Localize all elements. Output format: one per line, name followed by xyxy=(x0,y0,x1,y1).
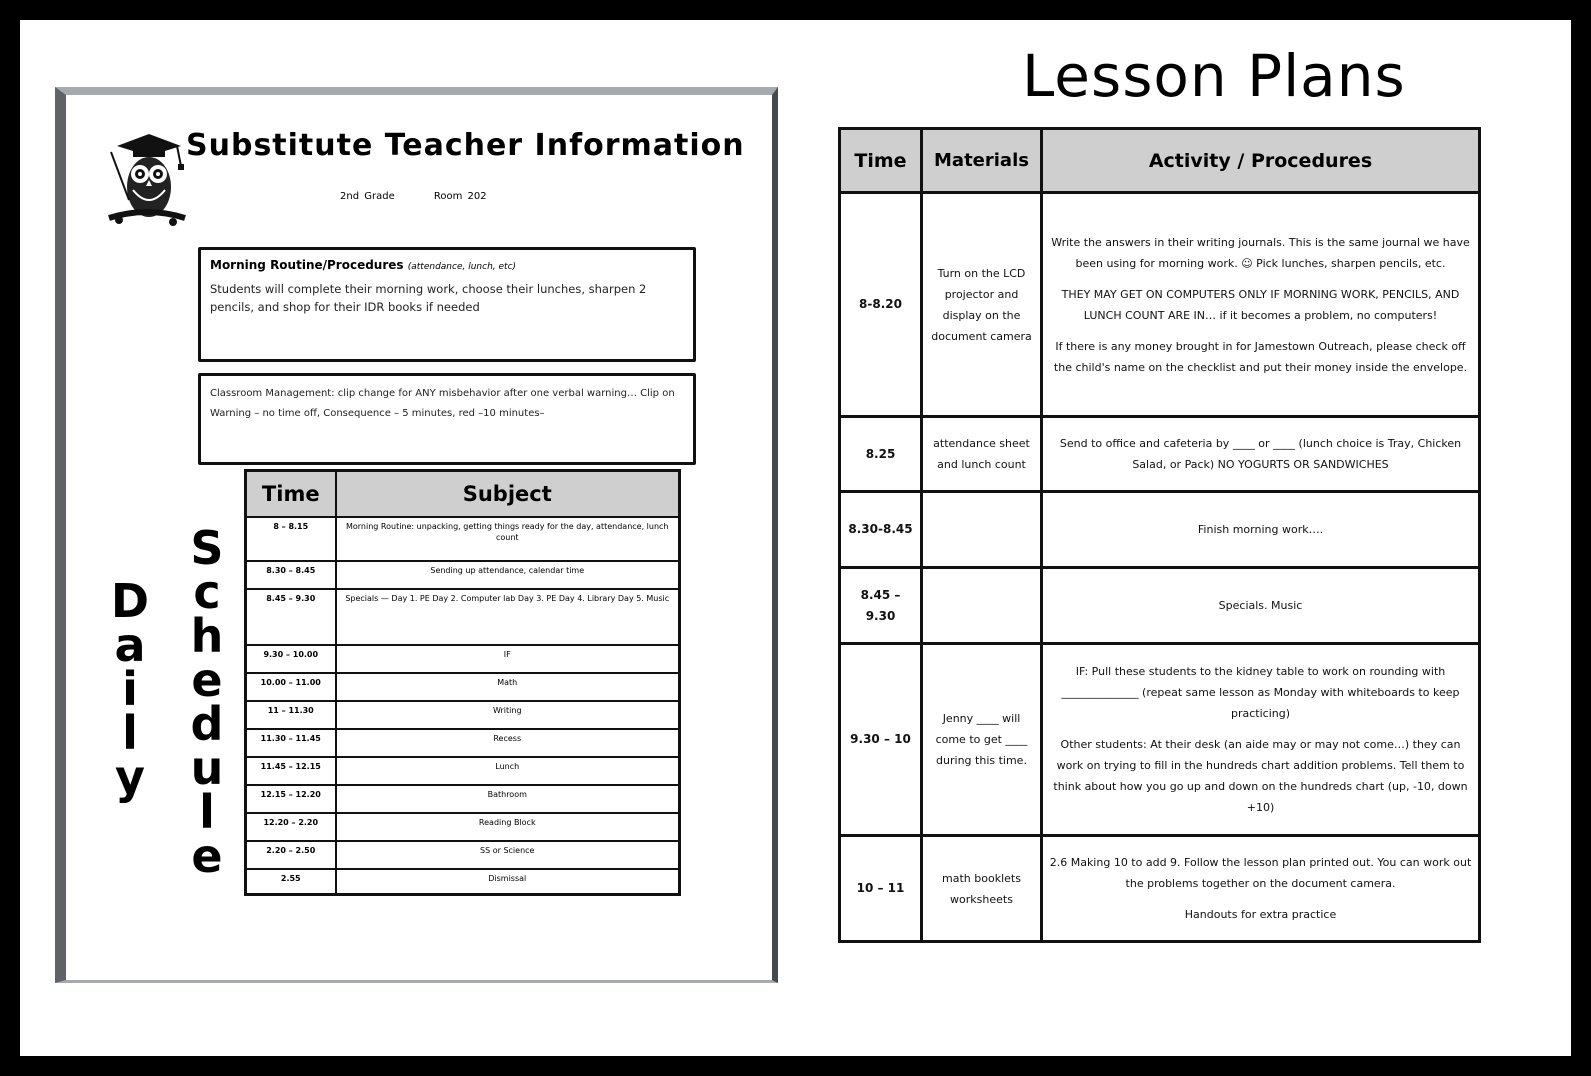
grade-label: 2nd Grade xyxy=(340,191,395,202)
daily-schedule-table xyxy=(244,469,681,896)
morning-routine-heading: Morning Routine/Procedures (attendance, lunch, etc) xyxy=(210,258,517,272)
morning-routine-box xyxy=(198,247,696,362)
table-row: 10 – 11 math booklets worksheets 2.6 Making 10 to add 9. Follow the lesson plan printed out. You can work out the problems together on the document camera. Handouts for extra practice xyxy=(840,836,1480,942)
table-row: 8.30-8.45 Finish morning work…. xyxy=(840,492,1480,568)
table-row: 10.00 – 11.00 Math xyxy=(246,673,680,701)
lesson-header-materials: Materials xyxy=(922,129,1042,193)
table-row: 9.30 – 10 Jenny ____ will come to get ____ during this time. IF: Pull these students to the kidney table to work on rounding with ______________ (repeat same lesson as Monday with whiteboards to keep practicing) Other students: At their desk (an aide may or may not come…) they can work on trying to fill in the hundreds chart addition problems. Tell them to think about how you go up and down on the hundreds chart (up, -10, down +10) xyxy=(840,644,1480,836)
room-label: Room 202 xyxy=(433,191,487,202)
lesson-plans-title: Lesson Plans xyxy=(1022,42,1406,110)
owl-graduate-icon xyxy=(107,132,187,227)
classroom-management-box xyxy=(198,373,696,465)
table-row: 12.20 – 2.20 Reading Block xyxy=(246,813,680,841)
lesson-header-activity: Activity / Procedures xyxy=(1042,129,1480,193)
table-row: 8.30 – 8.45 Sending up attendance, calendar time xyxy=(246,561,680,589)
table-row: 11.45 – 12.15 Lunch xyxy=(246,757,680,785)
table-row: 2.20 – 2.50 SS or Science xyxy=(246,841,680,869)
schedule-header-row xyxy=(246,471,680,517)
table-row: 9.30 – 10.00 IF xyxy=(246,645,680,673)
table-row: 8.45 – 9.30 Specials — Day 1. PE Day 2. Computer lab Day 3. PE Day 4. Library Day 5. Music xyxy=(246,589,680,645)
vertical-label-schedule: S c h e d u l e xyxy=(190,521,224,883)
schedule-header-subject: Subject xyxy=(336,471,680,517)
table-row: 8-8.20 Turn on the LCD projector and display on the document camera Write the answers in their writing journals. This is the same journal we have been using for morning work. ☺ Pick lunches, sharpen pencils, etc. THEY MAY GET ON COMPUTERS ONLY IF MORNING WORK, PENCILS, AND LUNCH COUNT ARE IN… if it becomes a problem, no computers! If there is any money brought in for Jamestown Outreach, please check off the child's name on the checklist and put their money inside the envelope. xyxy=(840,193,1480,417)
document-title: Substitute Teacher Information xyxy=(186,128,745,163)
classroom-management-body: Classroom Management: clip change for ANY misbehavior after one verbal warning… Clip on Warning – no time off, Consequence – 5 minutes, red –10 minutes– xyxy=(210,388,675,419)
lesson-header-time: Time xyxy=(840,129,922,193)
table-row: 11.30 – 11.45 Recess xyxy=(246,729,680,757)
table-row: 8 – 8.15 Morning Routine: unpacking, getting things ready for the day, attendance, lunch count xyxy=(246,517,680,561)
vertical-label-daily: D a i l y xyxy=(110,574,150,804)
morning-routine-body: Students will complete their morning work, choose their lunches, sharpen 2 pencils, and shop for their IDR books if needed xyxy=(210,282,647,314)
table-row: 8.45 – 9.30 Specials. Music xyxy=(840,568,1480,644)
table-row: 12.15 – 12.20 Bathroom xyxy=(246,785,680,813)
table-row: 2.55 Dismissal xyxy=(246,869,680,895)
document-subtitle xyxy=(340,191,521,202)
morning-routine-note: (attendance, lunch, etc) xyxy=(407,262,517,272)
table-row: 8.25 attendance sheet and lunch count Send to office and cafeteria by ____ or ____ (lunch choice is Tray, Chicken Salad, or Pack) NO YOGURTS OR SANDWICHES xyxy=(840,417,1480,492)
schedule-header-time: Time xyxy=(246,471,336,517)
table-row: 11 – 11.30 Writing xyxy=(246,701,680,729)
lesson-header-row xyxy=(840,129,1480,193)
lesson-plans-table xyxy=(838,127,1481,943)
